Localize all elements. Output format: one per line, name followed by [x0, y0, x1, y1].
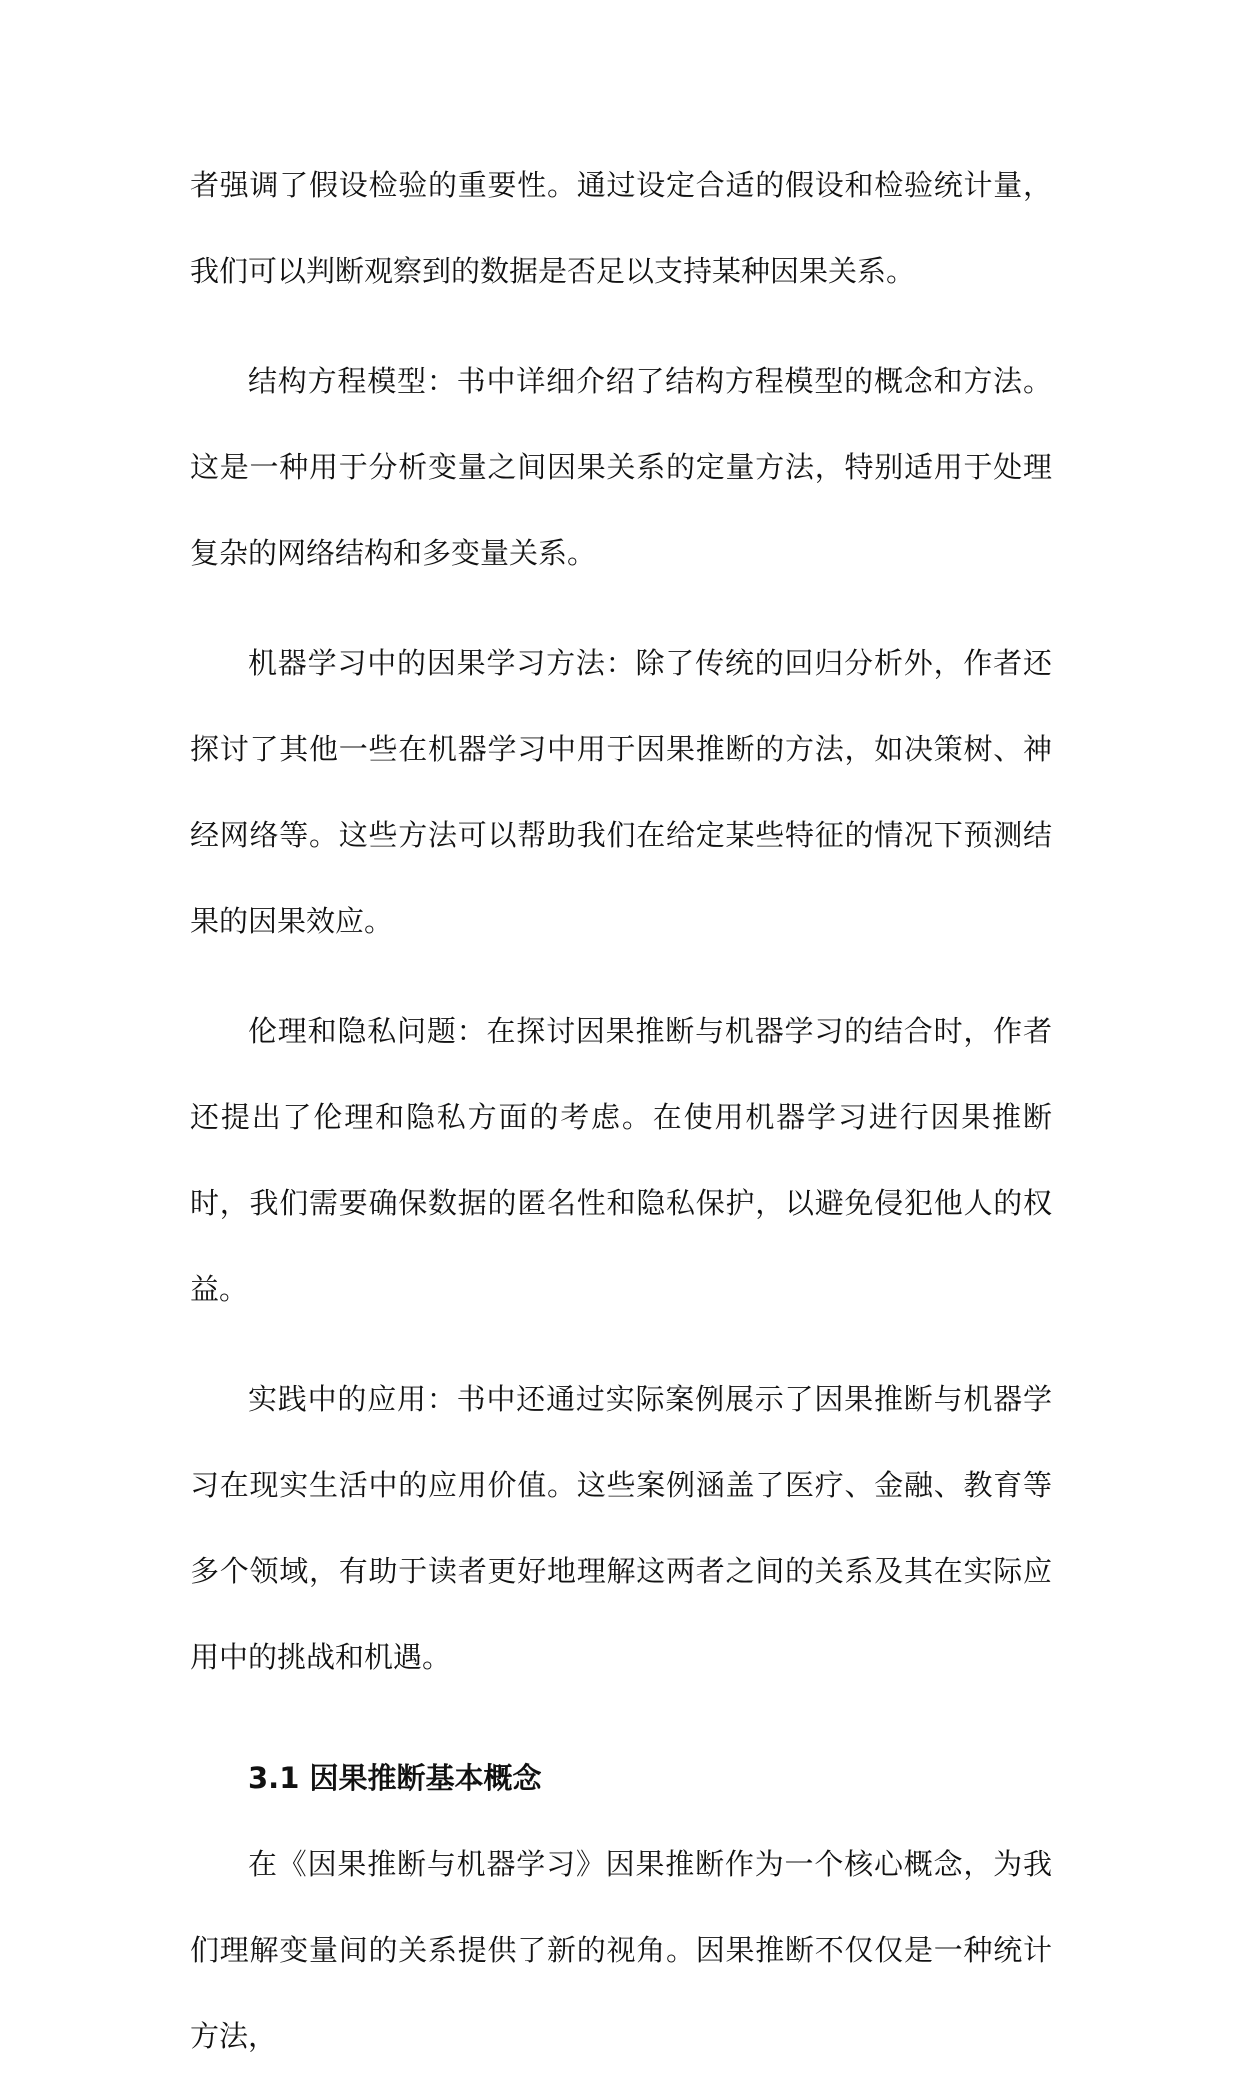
- body-text: [190, 142, 1052, 2079]
- section-heading: 3.1 因果推断基本概念: [248, 1761, 542, 1795]
- paragraph-causal-learning-methods: 机器学习中的因果学习方法：除了传统的回归分析外，作者还探讨了其他一些在机器学习中用于因果推断的方法，如决策树、神经网络等。这些方法可以帮助我们在给定某些特征的情况下预测结果的因果效应。: [190, 646, 1052, 938]
- paragraph-hypothesis-testing: 者强调了假设检验的重要性。通过设定合适的假设和检验统计量，我们可以判断观察到的数据是否足以支持某种因果关系。: [190, 168, 1052, 288]
- paragraph-practical-applications: 实践中的应用：书中还通过实际案例展示了因果推断与机器学习在现实生活中的应用价值。这些案例涵盖了医疗、金融、教育等多个领域，有助于读者更好地理解这两者之间的关系及其在实际应用中的挑战和机遇。: [190, 1382, 1052, 1674]
- paragraph-causal-inference-intro: 在《因果推断与机器学习》因果推断作为一个核心概念，为我们理解变量间的关系提供了新的视角。因果推断不仅仅是一种统计方法，: [190, 1847, 1052, 2053]
- paragraph-structural-equation-model: 结构方程模型：书中详细介绍了结构方程模型的概念和方法。这是一种用于分析变量之间因果关系的定量方法，特别适用于处理复杂的网络结构和多变量关系。: [190, 364, 1052, 570]
- paragraph-ethics-privacy: 伦理和隐私问题：在探讨因果推断与机器学习的结合时，作者还提出了伦理和隐私方面的考虑。在使用机器学习进行因果推断时，我们需要确保数据的匿名性和隐私保护，以避免侵犯他人的权益。: [190, 1014, 1052, 1306]
